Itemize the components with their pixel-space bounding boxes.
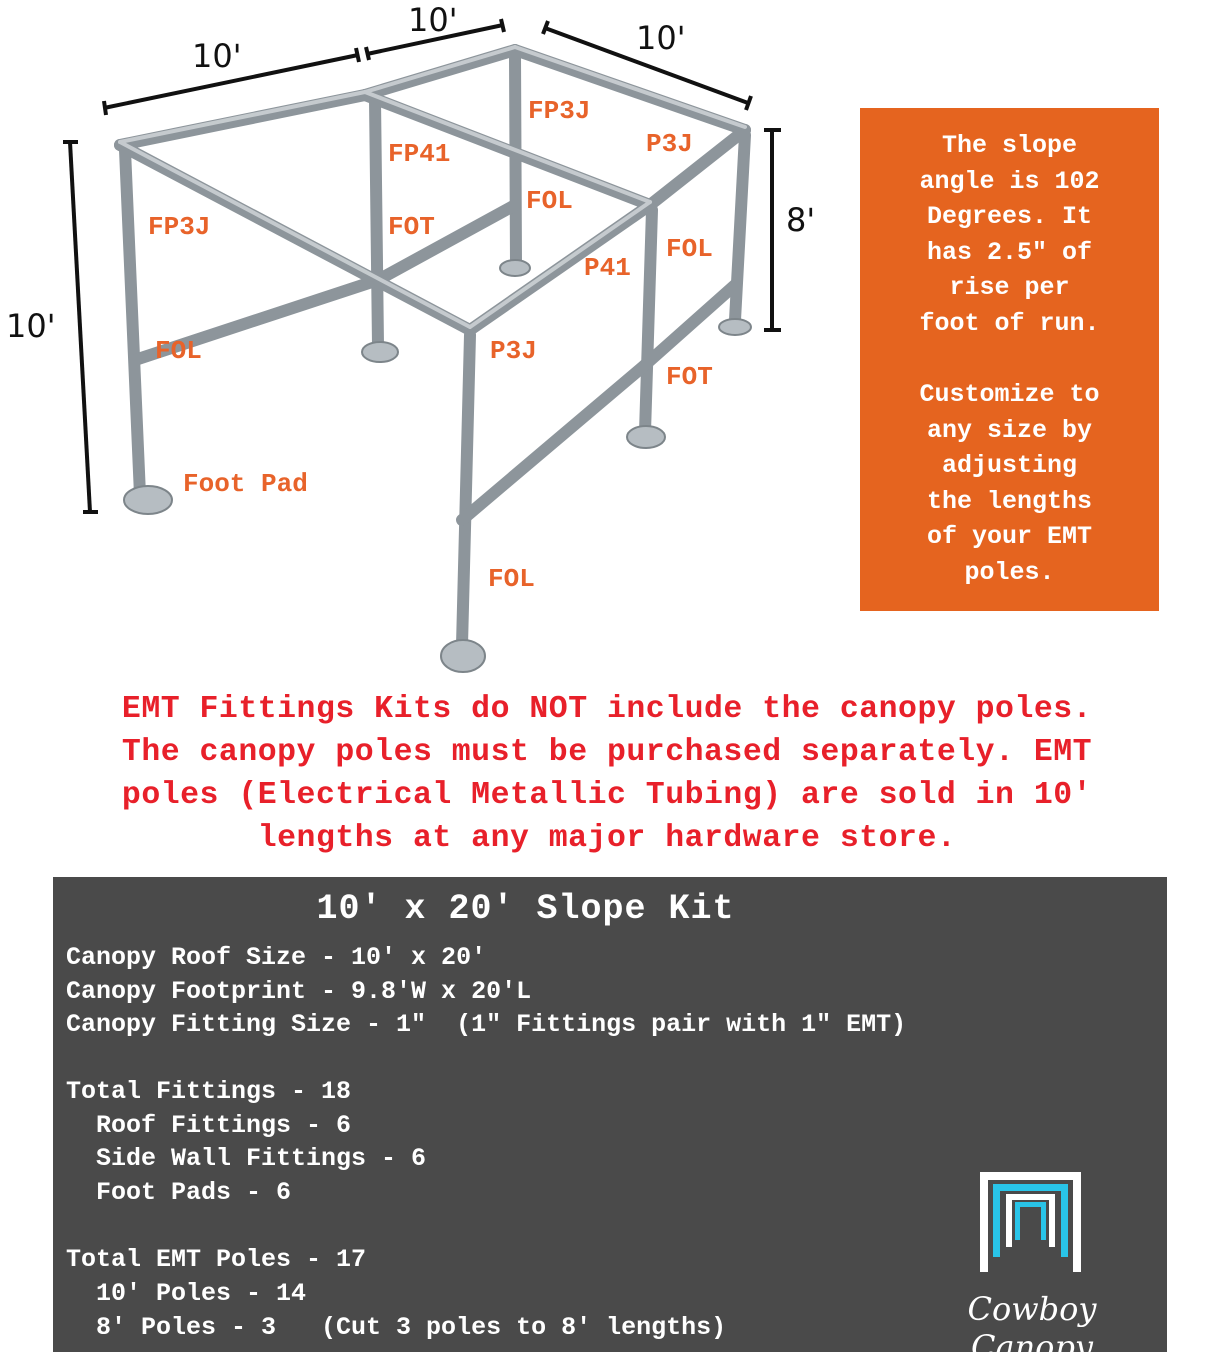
info-line: of your EMT xyxy=(926,522,1093,551)
info-line: foot of run. xyxy=(919,308,1100,338)
spec-line: Roof Fittings - 6 xyxy=(66,1111,352,1140)
info-line: rise per xyxy=(949,273,1070,302)
spec-line: Total EMT Poles - 17 xyxy=(66,1245,367,1274)
info-line: any size by xyxy=(926,415,1093,445)
part-label-fol-right: FOL xyxy=(666,234,713,264)
dimension-top-right: 10' xyxy=(636,19,686,57)
slope-info-box xyxy=(860,108,1159,611)
notice-line: poles (Electrical Metallic Tubing) are sold in 10' xyxy=(121,778,1093,813)
part-label-fol-left: FOL xyxy=(155,336,202,366)
part-label-fp41: FP41 xyxy=(388,139,451,169)
info-line: angle is 102 xyxy=(919,166,1100,196)
info-line: Customize to xyxy=(919,380,1100,409)
spec-line: Canopy Footprint - 9.8'W x 20'L xyxy=(66,977,532,1006)
part-label-p3j-back: P3J xyxy=(646,129,693,159)
paragraph-gap xyxy=(870,341,1149,377)
info-line: Degrees. It xyxy=(926,202,1093,231)
dimension-left-height: 10' xyxy=(6,307,56,345)
canopy-arch-icon xyxy=(903,1172,1163,1292)
info-line: adjusting xyxy=(941,451,1078,480)
canopy-frame-diagram xyxy=(0,0,850,680)
part-label-fot-back: FOT xyxy=(388,212,435,242)
info-line: The slope xyxy=(941,131,1078,160)
notice-line: The canopy poles must be purchased separately. EMT xyxy=(121,735,1093,770)
part-label-fp3j-back: FP3J xyxy=(528,96,591,126)
spec-line: Canopy Fitting Size - 1" (1" Fittings pair with 1" EMT) xyxy=(66,1010,907,1039)
info-line: the lengths xyxy=(926,486,1093,516)
notice-line: lengths at any major hardware store. xyxy=(257,821,957,856)
part-label-fot-right: FOT xyxy=(666,362,713,392)
spec-line: Total Fittings - 18 xyxy=(66,1077,352,1106)
spec-line: 8' Poles - 3 (Cut 3 poles to 8' lengths) xyxy=(66,1313,727,1342)
info-line: has 2.5" of xyxy=(926,237,1093,267)
canopy-frame-illustration xyxy=(0,0,850,680)
info-line: poles. xyxy=(964,557,1055,587)
brand-name: Cowboy Canopy xyxy=(967,1290,1097,1366)
poles-not-included-notice xyxy=(0,688,1214,860)
dimension-right-height: 8' xyxy=(786,201,816,239)
kit-title: 10' x 20' Slope Kit xyxy=(316,889,735,929)
part-label-fp3j-front: FP3J xyxy=(148,212,211,242)
kit-spec-panel xyxy=(53,877,1167,1366)
cowboy-canopy-logo xyxy=(903,1172,1163,1366)
part-label-p3j-front: P3J xyxy=(490,336,537,366)
part-label-fol-back: FOL xyxy=(526,186,573,216)
part-label-fol-front: FOL xyxy=(488,564,535,594)
spec-line: Foot Pads - 6 xyxy=(66,1178,292,1207)
dimension-top-middle: 10' xyxy=(408,1,458,39)
spec-line: 10' Poles - 14 xyxy=(66,1279,307,1308)
spec-line: Side Wall Fittings - 6 xyxy=(66,1144,427,1173)
part-label-foot-pad: Foot Pad xyxy=(183,469,308,499)
notice-line: EMT Fittings Kits do NOT include the canopy poles. xyxy=(121,692,1093,727)
dimension-top-left: 10' xyxy=(192,37,242,75)
part-label-p41: P41 xyxy=(584,253,631,283)
spec-line: Canopy Roof Size - 10' x 20' xyxy=(66,943,487,972)
